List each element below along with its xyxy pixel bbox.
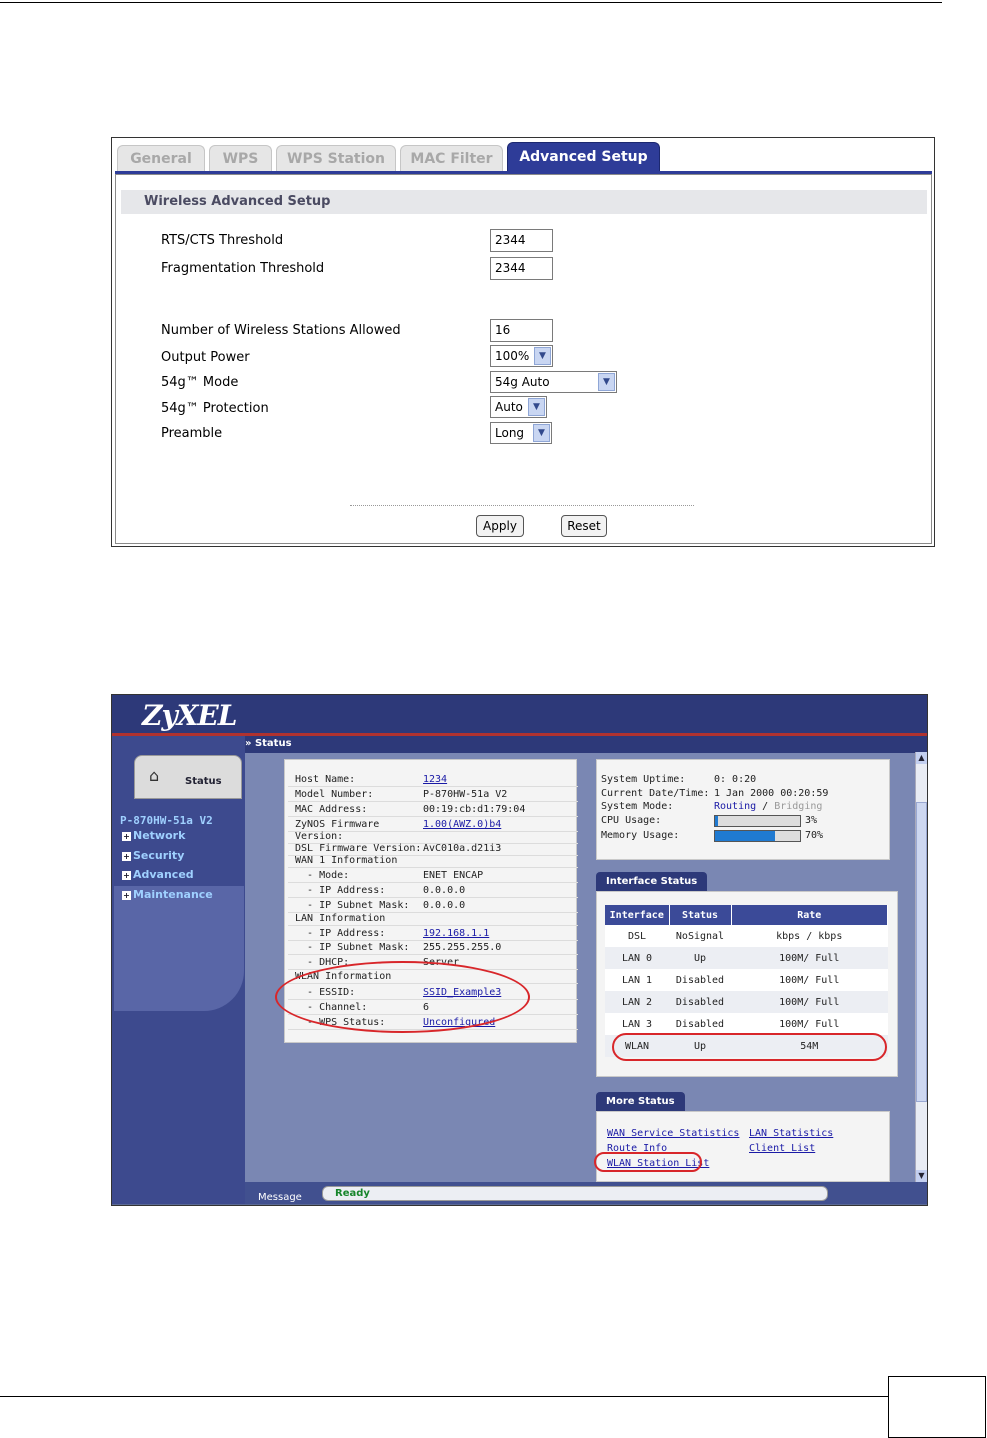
- info-key: Version:: [295, 831, 344, 842]
- col-rate: Rate: [731, 905, 888, 925]
- info-key: - WPS Status:: [295, 1017, 386, 1028]
- cpu-usage-fill: [715, 816, 718, 826]
- message-label: Message: [258, 1192, 302, 1203]
- page-title-text: Status: [254, 738, 292, 749]
- info-value-link[interactable]: 192.168.1.1: [423, 928, 490, 939]
- rate-cell: 100M/ Full: [731, 947, 888, 969]
- dotted-divider: [350, 505, 694, 506]
- status-cell: Disabled: [669, 1013, 731, 1035]
- sidebar: [112, 736, 245, 1204]
- arrow-right-icon: »: [245, 738, 255, 749]
- sidebar-decoration: [114, 886, 244, 1011]
- row-divider: [288, 816, 578, 817]
- col-interface: Interface: [605, 905, 669, 925]
- row-divider: [288, 897, 578, 898]
- zyxel-logo: ZyXEL: [142, 699, 237, 732]
- mode-separator: /: [756, 801, 775, 812]
- info-key: DSL Firmware Version:: [295, 843, 422, 854]
- chevron-down-icon[interactable]: ▼: [528, 398, 545, 416]
- section-title: Wireless Advanced Setup: [121, 190, 927, 214]
- interface-cell: LAN 2: [605, 991, 669, 1013]
- status-cell: NoSignal: [669, 925, 731, 947]
- client-list-link[interactable]: Client List: [749, 1143, 816, 1154]
- interface-cell: DSL: [605, 925, 669, 947]
- info-key: ZyNOS Firmware: [295, 819, 380, 830]
- info-value: ENET ENCAP: [423, 870, 484, 881]
- info-key: - ESSID:: [295, 987, 356, 998]
- tab-wps-station[interactable]: WPS Station: [276, 145, 396, 171]
- tab-advanced-setup[interactable]: Advanced Setup: [507, 142, 660, 171]
- expand-icon: +: [123, 871, 130, 880]
- sidebar-item-maintenance[interactable]: [122, 888, 213, 901]
- row-divider: [288, 940, 578, 941]
- chevron-down-icon[interactable]: ▼: [598, 373, 615, 391]
- sidebar-item-security[interactable]: [122, 849, 184, 862]
- scrollbar[interactable]: [915, 752, 927, 1182]
- bridging-mode[interactable]: Bridging: [774, 801, 823, 812]
- memory-usage-label: Memory Usage:: [601, 830, 680, 841]
- rate-cell: 100M/ Full: [731, 969, 888, 991]
- page-title: [245, 738, 292, 749]
- info-key: LAN Information: [295, 913, 386, 924]
- fragmentation-threshold-label: Fragmentation Threshold: [161, 261, 325, 276]
- info-key: WLAN Information: [295, 971, 392, 982]
- info-value: 00:19:cb:d1:79:04: [423, 804, 526, 815]
- sidebar-item-network[interactable]: [122, 829, 185, 842]
- info-key: Host Name:: [295, 774, 356, 785]
- sidebar-item-label: Advanced: [133, 868, 194, 881]
- info-value-link[interactable]: Unconfigured: [423, 1017, 496, 1028]
- rate-cell: 100M/ Full: [731, 991, 888, 1013]
- memory-usage-fill: [715, 831, 775, 841]
- info-value: 255.255.255.0: [423, 942, 502, 953]
- scroll-down-icon[interactable]: ▼: [916, 1170, 927, 1182]
- cpu-usage-bar: [714, 815, 801, 827]
- datetime-label: Current Date/Time:: [601, 788, 710, 799]
- info-key: - Channel:: [295, 1002, 368, 1013]
- sidebar-item-label: Network: [133, 829, 186, 842]
- rate-cell: kbps / kbps: [731, 925, 888, 947]
- wireless-stations-label: Number of Wireless Stations Allowed: [161, 323, 401, 338]
- wan-service-statistics-link[interactable]: WAN Service Statistics: [607, 1128, 740, 1139]
- apply-button[interactable]: Apply: [476, 515, 524, 537]
- info-value: 6: [423, 1002, 430, 1013]
- status-page-screenshot: [111, 694, 928, 1206]
- uptime-value: 0: 0:20: [714, 774, 757, 785]
- info-key: - Mode:: [295, 870, 350, 881]
- page-top-rule: [0, 2, 942, 3]
- cpu-usage-label: CPU Usage:: [601, 815, 662, 826]
- uptime-label: System Uptime:: [601, 774, 686, 785]
- info-key: WAN 1 Information: [295, 855, 398, 866]
- expand-icon: +: [123, 852, 130, 861]
- info-value: 0.0.0.0: [423, 885, 466, 896]
- info-key: - IP Subnet Mask:: [295, 942, 410, 953]
- table-row: [605, 925, 888, 947]
- output-power-select[interactable]: [490, 345, 553, 367]
- sidebar-item-label: Maintenance: [133, 888, 213, 901]
- 54g-protection-select[interactable]: [490, 396, 547, 418]
- rate-cell: 54M: [731, 1035, 888, 1057]
- sidebar-item-advanced[interactable]: [122, 868, 194, 881]
- table-row: [605, 991, 888, 1013]
- info-value: Server: [423, 957, 460, 968]
- col-status: Status: [669, 905, 731, 925]
- interface-cell: LAN 0: [605, 947, 669, 969]
- fragmentation-threshold-input[interactable]: 2344: [490, 257, 553, 280]
- status-cell: Up: [669, 947, 731, 969]
- sidebar-status-tab[interactable]: [134, 755, 242, 799]
- route-info-link[interactable]: Route Info: [607, 1143, 668, 1154]
- message-box: Ready: [322, 1186, 828, 1201]
- 54g-mode-select[interactable]: [490, 371, 617, 393]
- cpu-usage-value: 3%: [805, 815, 818, 826]
- more-status-tab: More Status: [596, 1092, 685, 1111]
- wlan-station-list-highlight: [594, 1152, 702, 1172]
- rts-threshold-label: RTS/CTS Threshold: [161, 233, 284, 248]
- interface-cell: LAN 3: [605, 1013, 669, 1035]
- chevron-down-icon[interactable]: ▼: [534, 347, 551, 365]
- chevron-down-icon[interactable]: ▼: [533, 424, 550, 442]
- memory-usage-value: 70%: [805, 830, 824, 841]
- info-key: - IP Subnet Mask:: [295, 900, 410, 911]
- row-divider: [288, 867, 578, 868]
- interface-cell: WLAN: [605, 1035, 669, 1057]
- system-info-panel: [596, 759, 890, 860]
- wireless-advanced-setup-screenshot: [111, 137, 935, 547]
- interface-status-tab: Interface Status: [596, 872, 707, 891]
- preamble-label: Preamble: [161, 426, 223, 441]
- info-key: Model Number:: [295, 789, 374, 800]
- info-value-link[interactable]: 1.00(AWZ.0)b4: [423, 819, 502, 830]
- sidebar-status-label: Status: [185, 776, 222, 787]
- status-cell: Disabled: [669, 969, 731, 991]
- page-title-bar: [245, 736, 927, 753]
- 54g-mode-label: 54g™ Mode: [161, 375, 239, 390]
- 54g-mode-value: 54g Auto: [495, 375, 550, 389]
- rts-threshold-input[interactable]: 2344: [490, 229, 553, 252]
- lan-statistics-link[interactable]: LAN Statistics: [749, 1128, 834, 1139]
- tab-wps[interactable]: WPS: [209, 145, 272, 171]
- info-key: MAC Address:: [295, 804, 368, 815]
- preamble-select[interactable]: [490, 422, 552, 444]
- status-cell: Up: [669, 1035, 731, 1057]
- wireless-stations-input[interactable]: 16: [490, 319, 553, 342]
- status-cell: Disabled: [669, 991, 731, 1013]
- advanced-setup-panel: [115, 174, 932, 544]
- scroll-up-icon[interactable]: ▲: [916, 752, 927, 764]
- preamble-value: Long: [495, 426, 525, 440]
- reset-button[interactable]: Reset: [561, 515, 607, 537]
- expand-icon: +: [123, 832, 130, 841]
- table-row: [605, 1013, 888, 1035]
- row-divider: [288, 954, 578, 955]
- page-bottom-rule: [0, 1396, 888, 1397]
- wlan-station-list-link[interactable]: WLAN Station List: [607, 1158, 710, 1169]
- expand-icon: +: [123, 891, 130, 900]
- system-mode-value: [714, 801, 822, 812]
- wlan-row-highlight: [612, 1033, 887, 1061]
- router-icon: ⌂: [149, 766, 160, 785]
- wlan-info-highlight: [275, 961, 530, 1033]
- tab-general[interactable]: General: [117, 145, 205, 171]
- header-bar: [112, 695, 927, 733]
- datetime-value: 1 Jan 2000 00:20:59: [714, 788, 829, 799]
- device-name: P-870HW-51a V2: [120, 814, 213, 827]
- table-row: [605, 969, 888, 991]
- info-key: - DHCP:: [295, 957, 350, 968]
- tab-mac-filter[interactable]: MAC Filter: [400, 145, 503, 171]
- info-key: - IP Address:: [295, 928, 386, 939]
- info-value-link[interactable]: SSID_Example3: [423, 987, 502, 998]
- 54g-protection-label: 54g™ Protection: [161, 401, 269, 416]
- interface-cell: LAN 1: [605, 969, 669, 991]
- table-header-row: [605, 905, 888, 925]
- scroll-thumb[interactable]: [916, 802, 927, 1102]
- row-divider: [288, 925, 578, 926]
- row-divider: [288, 786, 578, 787]
- info-value: AvC010a.d21i3: [423, 843, 502, 854]
- page-number-box: [888, 1376, 986, 1438]
- output-power-label: Output Power: [161, 350, 250, 365]
- routing-mode[interactable]: Routing: [714, 801, 757, 812]
- 54g-protection-value: Auto: [495, 400, 523, 414]
- info-key: - IP Address:: [295, 885, 386, 896]
- memory-usage-bar: [714, 830, 801, 842]
- sidebar-item-label: Security: [133, 849, 185, 862]
- output-power-value: 100%: [495, 349, 530, 363]
- info-value: 0.0.0.0: [423, 900, 466, 911]
- row-divider: [288, 801, 578, 802]
- rate-cell: 100M/ Full: [731, 1013, 888, 1035]
- info-value: P-870HW-51a V2: [423, 789, 508, 800]
- system-mode-label: System Mode:: [601, 801, 674, 812]
- row-divider: [288, 882, 578, 883]
- info-value-link[interactable]: 1234: [423, 774, 448, 785]
- table-row: [605, 947, 888, 969]
